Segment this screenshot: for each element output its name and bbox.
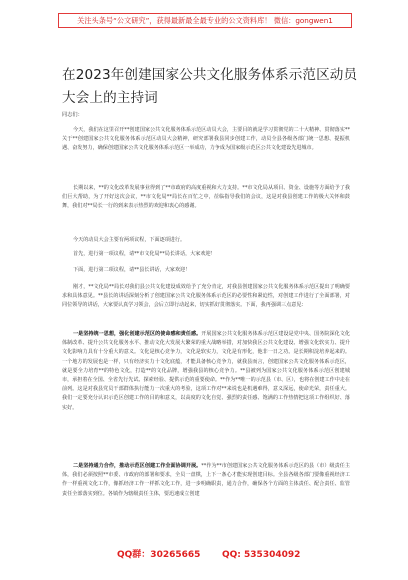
paragraph-4: 首先，进行第一项议程，请**市文化局**局长讲话，大家欢迎！ — [73, 251, 216, 257]
paragraph-6: 刚才，**文化局**局长对我们县公共文化建设成效给予了充分肯定，对我县创建国家公共文化服务体系示范区提出了明确要求和具体意见。**县长的讲话深刻分析了创建国家公共文化服务体系示范区的必要性和紧迫性，对创建工作进行了全面部署，对同位领导的讲话，大家要认真学习领会，会后立即行动起来，切实抓好贯彻落实。下面，我再强调三点意见： — [62, 284, 350, 309]
qq-group-number: QQ群：30265665 — [117, 550, 201, 560]
paragraph-7: 一是坚持统一思想，强化创建示范区的使命感和责任感。开展国家公共文化服务体系示范区建设是党中央、国务院深化文化体制改革、提升公共文化服务水平、推动文化大发展大繁荣的重大战略举措，对加快我区公共文化建设、增强文化软实力、提升文化影响力具有十分重大的意义。文化是核心竞争力，文化是软实力，文化是有形化，他非一日之功。是长期积淀培养起来的。一个地方的发展也是一样，只有经济实力十文化底蕴，才能具备核心竞争力，就我县而言，创建国家公共文化服务体系示范区，就是要全力培育**的特色文化，打造**的文化品牌，增强我县的核心竞争力。**县被列为国家公共文化服务体系示范区创建城市，承担着在全国、全省先行先试、探索经验、提供示范的重要使命。**作为**唯一的示范县（市、区），也将在创建工作中走在前列。这是对我县党员干部群体执行能力一次重大的考验，这项工作对**来说也是机遇难得，意义深远，使命光荣，责任重大。我们一定要充分认识示范区创建工作的目的和意义，以高度的文化自觉、强烈的责任感、饱满的工作热情把这项工作组织好、落实好。 — [62, 331, 350, 411]
paragraph-1: 今天，我们在这里召开**创建国家公共文化服务体系示范区动员大会，主要目的就是学习贯彻党的二十大精神、贯彻落实**关于**创建国家公共文化服务体系示范区动员大会精神，研究部署我县同步创建工作，动员全县各级各部门统一思想、提振机遇、奋发努力，确保创建国家公共文化服务体系示范区一举成功，力争成为国家级示范区公共文化建设先进城市。 — [62, 127, 350, 152]
paragraph-8: 二是坚持通力合作，推动示范区创建工作全面协调开展。**作为**市创建国家公共文化服务体系示范区的县（市）级责任主体，我们必须按照**市委、市政府的部署和要求，全员一盘棋，上下一条心才能实现创建目标。全县各级各部门要像重视经济工作一样重视文化工作，像抓经济工作一样抓文化工作，进一步明确职责，通力合作，确保各个方面的主体责任、配合责任、监管责任全部落实到位。各镇作为辖级责任主体，要迅速成立创建 — [62, 463, 350, 497]
qq-number: QQ: 535304092 — [222, 550, 301, 560]
paragraph-3: 今天的动员大会主要有两项议程，下面逐项进行。 — [73, 237, 186, 243]
promo-banner — [58, 13, 352, 28]
promo-banner-text: 关注头条号“公文研究”，获得最新最全最专业的公文资料库！ 微信：gongwen1 — [77, 16, 333, 25]
document-title: 在2023年创建国家公共文化服务体系示范区动员大会上的主持词 — [62, 67, 358, 106]
paragraph-5: 下面，进行第二项议程，请**县长讲话，大家欢迎！ — [73, 267, 191, 273]
paragraph-2: 长期以来，**的文化改革发展事业得到了**市政府的高度重视和大力支持。**市文化局从项目、资金、设施等方面给予了我们巨大帮助，为了开好这次会议，**市文化局**局长在百忙之中，莅临指导我们的会议，这是对我县创建工作的极大关怀和鼓舞，我们对**局长一行的到来表示热烈的欢迎和衷心的感谢。 — [62, 185, 350, 210]
salutation: 同志们： — [62, 112, 83, 118]
footer-contact — [0, 548, 408, 562]
